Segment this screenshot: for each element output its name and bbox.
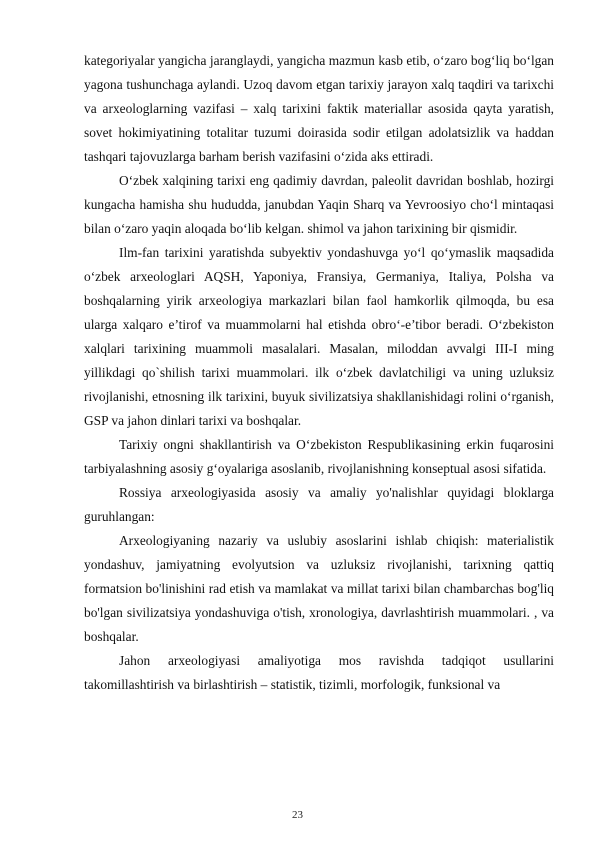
document-body [84, 49, 554, 697]
paragraph-uzbek-history: O‘zbek xalqining tarixi eng qadimiy davrdan, paleolit davridan boshlab, hozirgi kungacha hamisha shu hududda, janubdan Yaqin Sharq va Yevroosiyo cho‘l mintaqasi bilan o‘zaro yaqin aloqada bo‘lib kelgan. shimol va jahon tarixining bir qismidir. [84, 173, 554, 236]
paragraph-historical-consciousness: Tarixiy ongni shakllantirish va O‘zbekiston Respublikasining erkin fuqarosini tarbiyalashning asosiy g‘oyalariga asoslanib, rivojlanishning konseptual asosi sifatida. [84, 437, 554, 476]
paragraph-research-methods: Jahon arxeologiyasi amaliyotiga mos ravishda tadqiqot usullarini takomillashtirish va birlashtirish – statistik, tizimli, morfologik, funksional va [84, 653, 554, 692]
paragraph-russian-archaeology: Rossiya arxeologiyasida asosiy va amaliy yo'nalishlar quyidagi bloklarga guruhlangan: [84, 485, 554, 524]
paragraph-continuation: kategoriyalar yangicha jaranglaydi, yangicha mazmun kasb etib, o‘zaro bog‘liq bo‘lgan yagona tushunchaga aylandi. Uzoq davom etgan tarixiy jarayon xalq taqdiri va tarixchi va arxeologlarning vazifasi – xalq tarixini faktik materiallar asosida qayta yaratish, sovet hokimiyatining totalitar tuzumi doirasida sodir etilgan adolatsizlik va haddan tashqari tajovuzlarga barham berish vazifasini o‘zida aks ettiradi. [84, 53, 554, 164]
paragraph-theoretical-foundations: Arxeologiyaning nazariy va uslubiy asoslarini ishlab chiqish: materialistik yondashuv, jamiyatning evolyutsion va uzluksiz rivojlanishi, tarixning qattiq formatsion bo'linishini rad etish va mamlakat va millat tarixi bilan chambarchas bog'liq bo'lgan sivilizatsiya yondashuviga o'tish, xronologiya, davrlashtirish muammolari. , va boshqalar. [84, 533, 554, 644]
page-number: 23 [292, 809, 303, 821]
paragraph-international-cooperation: Ilm-fan tarixini yaratishda subyektiv yondashuvga yo‘l qo‘ymaslik maqsadida o‘zbek arxeologlari AQSH, Yaponiya, Fransiya, Germaniya, Italiya, Polsha va boshqalarning yirik arxeologiya markazlari bilan faol hamkorlik qilmoqda, bu esa ularga xalqaro e’tirof va muammolarni hal etishda obro‘-e’tibor beradi. O‘zbekiston xalqlari tarixining muammoli masalalari. Masalan, miloddan avvalgi III-I ming yillikdagi qo`shilish tarixi muammolari. ilk o‘zbek davlatchiligi va uning uzluksiz rivojlanishi, etnosning ilk tarixini, buyuk sivilizatsiya shakllanishidagi rolini o‘rganish, GSP va jahon dinlari tarixi va boshqalar. [84, 245, 554, 428]
